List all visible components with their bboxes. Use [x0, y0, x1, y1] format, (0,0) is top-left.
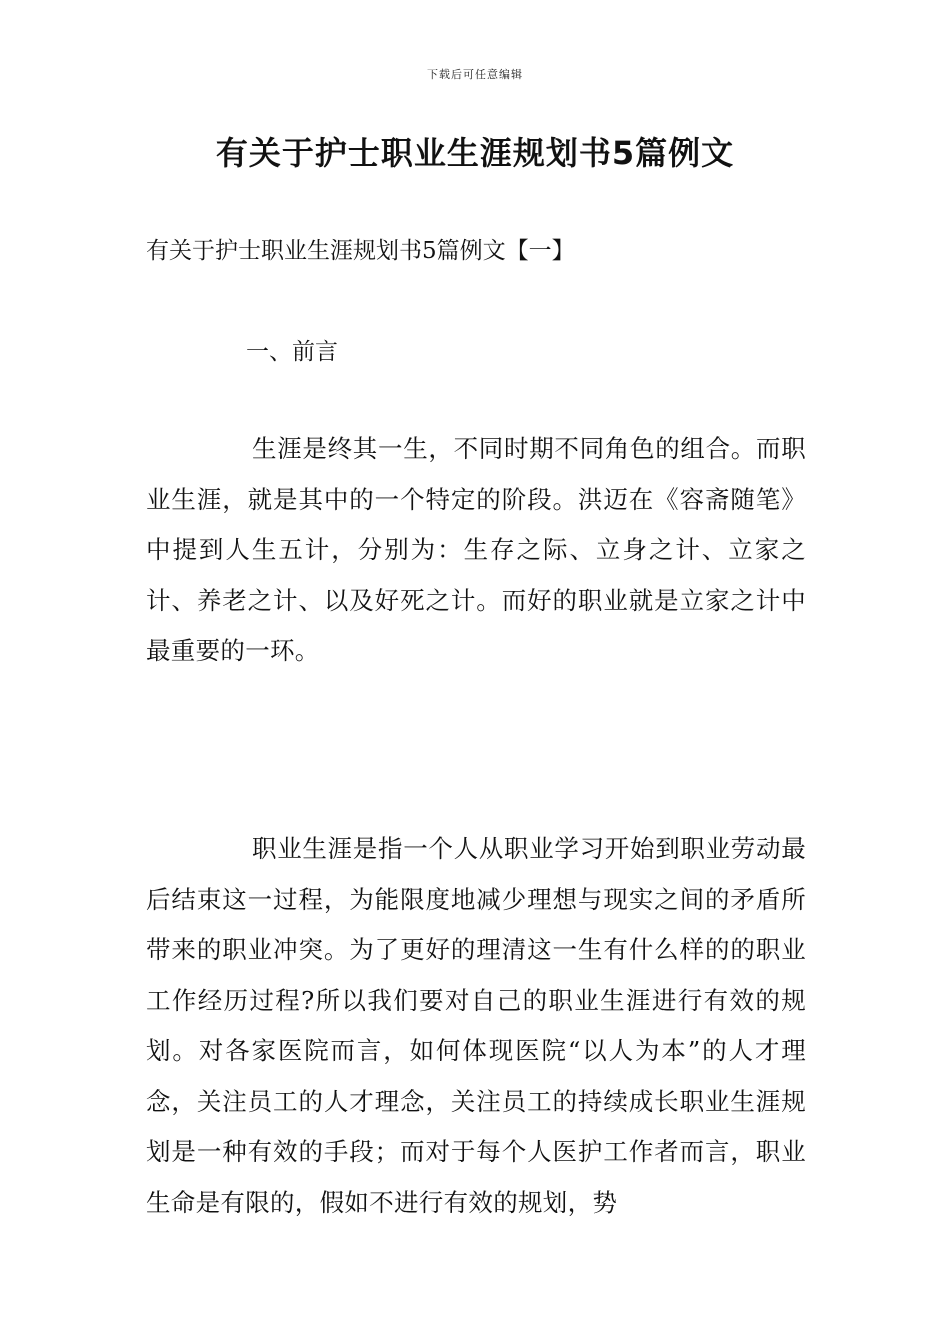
body-paragraph: 职业生涯是指一个人从职业学习开始到职业劳动最后结束这一过程，为能限度地减少理想与现实之间的矛盾所带来的职业冲突。为了更好的理清这一生有什么样的的职业工作经历过程?所以我们要对自己的职业生涯进行有效的规划。对各家医院而言，如何体现医院“以人为本”的人才理念，关注员工的人才理念，关注员工的持续成长职业生涯规划是一种有效的手段；而对于每个人医护工作者而言，职业生命是有限的，假如不进行有效的规划，势 [146, 834, 806, 1217]
document-title: 有关于护士职业生涯规划书5篇例文 [215, 134, 735, 172]
body-paragraph: 生涯是终其一生，不同时期不同角色的组合。而职业生涯，就是其中的一个特定的阶段。洪迈在《容斋随笔》中提到人生五计，分别为：生存之际、立身之计、立家之计、养老之计、以及好死之计。而好的职业就是立家之计中最重要的一环。 [146, 434, 806, 665]
section-heading: 一、前言 [246, 339, 338, 365]
header-note: 下载后可任意编辑 [427, 68, 523, 81]
section-subtitle: 有关于护士职业生涯规划书5篇例文【一】 [146, 238, 575, 264]
